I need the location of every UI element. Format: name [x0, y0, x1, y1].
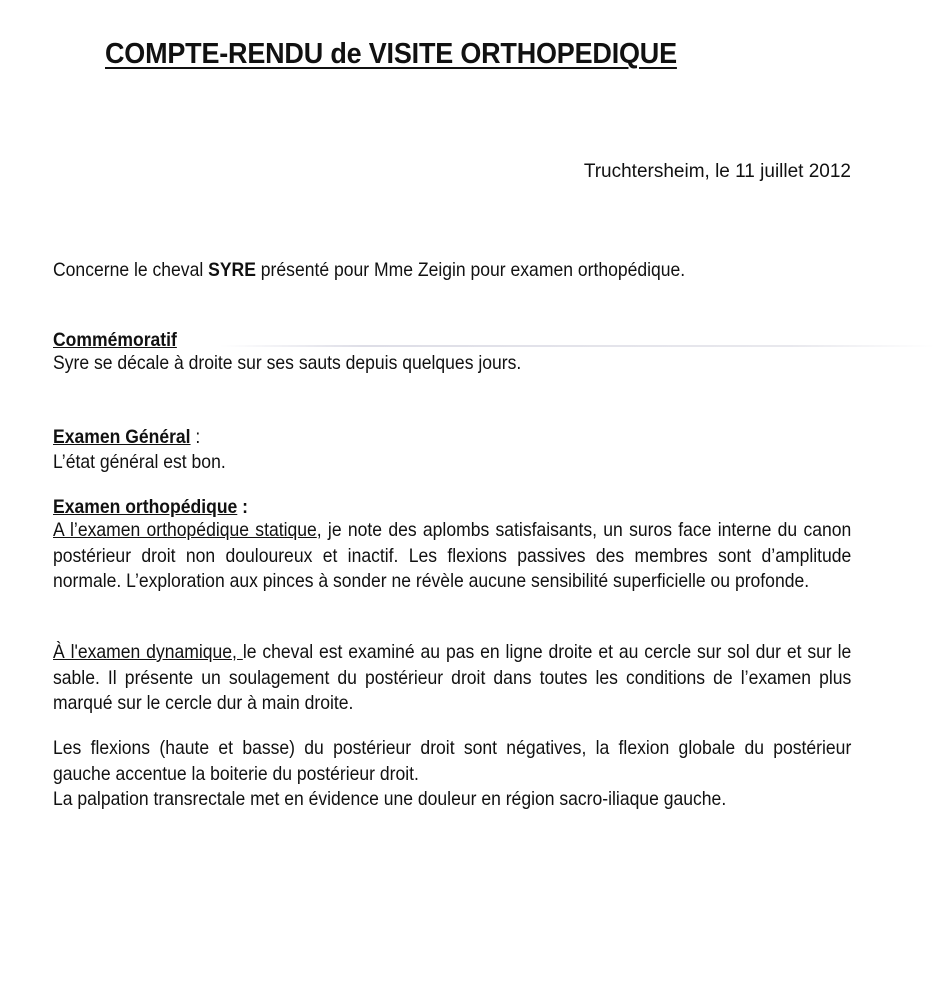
- palpation-paragraph: La palpation transrectale met en évidence une douleur en région sacro-iliaque gauche.: [53, 788, 727, 810]
- commemoratif-text: Syre se décale à droite sur ses sauts depuis quelques jours.: [53, 352, 522, 374]
- examen-dynamique-paragraph: [53, 640, 851, 717]
- examen-dynamique-label: À l'examen dynamique,: [53, 641, 243, 663]
- examen-general-colon: :: [190, 426, 201, 448]
- commemoratif-heading: Commémoratif: [53, 329, 177, 351]
- examen-dynamique-text: le cheval est examiné au pas en ligne droite et au cercle sur sol dur et sur le sable. Il présente un soulagement du postérieur droit dans toutes les conditions de l’examen plus marqué sur le cercle dur à main droite.: [53, 641, 852, 714]
- examen-statique-text: , je note des aplombs satisfaisants, un suros face interne du canon postérieur droit non douloureux et inactif. Les flexions passives des membres sont d’amplitude normale. L’exploration aux pinces à sonder ne révèle aucune sensibilité superficielle ou profonde.: [53, 519, 852, 592]
- examen-orthopedique-heading-line: [53, 495, 248, 521]
- examen-orthopedique-colon: :: [237, 496, 249, 518]
- intro-suffix: présenté pour Mme Zeigin pour examen orthopédique.: [255, 259, 686, 281]
- scan-artifact-line: [220, 345, 935, 347]
- horse-name: SYRE: [208, 259, 256, 281]
- document-title: COMPTE-RENDU de VISITE ORTHOPEDIQUE: [105, 38, 677, 70]
- examen-general-text: L’état général est bon.: [53, 451, 226, 473]
- examen-statique-paragraph: [53, 518, 851, 595]
- flexions-paragraph: Les flexions (haute et basse) du postérieur droit sont négatives, la flexion globale du postérieur gauche accentue la boiterie du postérieur droit.: [53, 737, 852, 785]
- intro-prefix: Concerne le cheval: [53, 259, 209, 281]
- examen-statique-label: A l’examen orthopédique statique: [53, 519, 317, 541]
- examen-general-heading: Examen Général: [53, 426, 191, 448]
- place-and-date: Truchtersheim, le 11 juillet 2012: [583, 161, 851, 182]
- examen-orthopedique-heading: Examen orthopédique: [53, 496, 238, 518]
- examen-general-heading-line: [53, 425, 200, 451]
- intro-line: [53, 258, 685, 284]
